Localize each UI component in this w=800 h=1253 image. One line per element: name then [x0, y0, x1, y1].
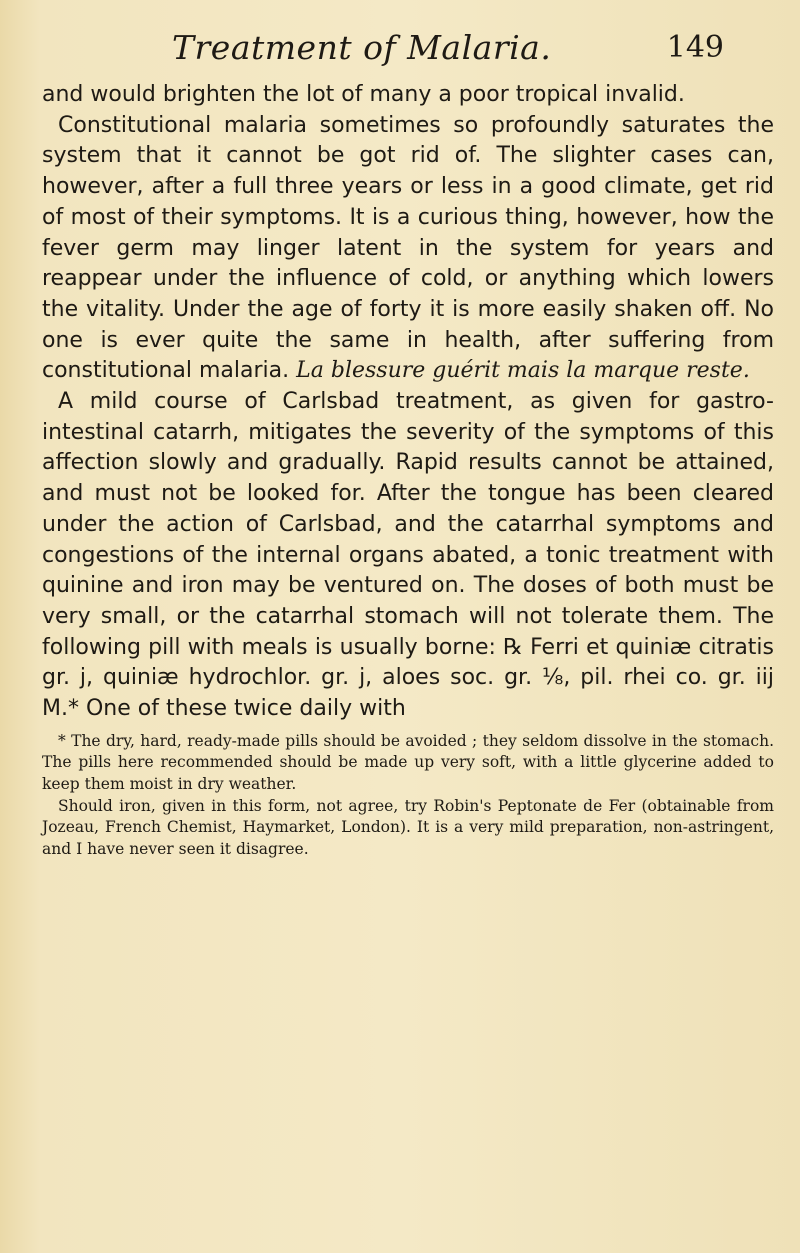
running-title: Treatment of Malaria. [172, 28, 552, 67]
footnote-pills: * The dry, hard, ready-made pills should be avoided ; they seldom dissolve in the stomach. The pills here recommended should be made up very soft, with a little glycerine added to keep them moist in dry weather. [42, 731, 774, 793]
body-text [42, 80, 774, 725]
paragraph-2-text: Constitutional malaria sometimes so profoundly saturates the system that it cannot be got rid of. The slighter cases can, however, after a full three years or less in a good climate, get rid of most of their symptoms. It is a curious thing, however, how the fever germ may linger latent in the system for years and reappear under the influence of cold, or anything which lowers the vitality. Under the age of forty it is more easily shaken off. No one is ever quite the same in health, after suffering from constitutional malaria. [42, 112, 774, 384]
paragraph-constitutional-malaria [42, 111, 774, 387]
page-number: 149 [666, 30, 724, 65]
book-page [42, 28, 774, 860]
pill-formula: Ferri et quiniæ citratis gr. j, quiniæ hydrochlor. gr. j, aloes soc. gr. ⅛, pil. rhei co. gr. iij M.* One of these twice daily with [42, 634, 774, 722]
paragraph-continuation [42, 80, 774, 111]
footnote-iron: Should iron, given in this form, not agree, try Robin's Peptonate de Fer (obtainable from Jozeau, French Chemist, Haymarket, London). It is a very mild preparation, non-astringent, and I have never seen it disagree. [42, 796, 774, 858]
paragraph-1-text: and would brighten the lot of many a poor tropical invalid. [42, 82, 685, 107]
paragraph-carlsbad-treatment [42, 387, 774, 725]
footnotes [42, 731, 774, 861]
latin-quotation: La blessure guérit mais la marque reste. [296, 358, 750, 384]
recipe-symbol: ℞ [503, 634, 523, 660]
running-head [42, 28, 774, 80]
paragraph-3-text: A mild course of Carlsbad treatment, as given for gastro-intestinal catarrh, mitigates the severity of the symptoms of this affection slowly and gradually. Rapid results cannot be attained, and must not be looked for. After the tongue has been cleared under the action of Carlsbad, and the catarrhal symptoms and congestions of the internal organs abated, a tonic treatment with quinine and iron may be ventured on. The doses of both must be very small, or the catarrhal stomach will not tolerate them. The following pill with meals is usually borne: [42, 389, 774, 660]
